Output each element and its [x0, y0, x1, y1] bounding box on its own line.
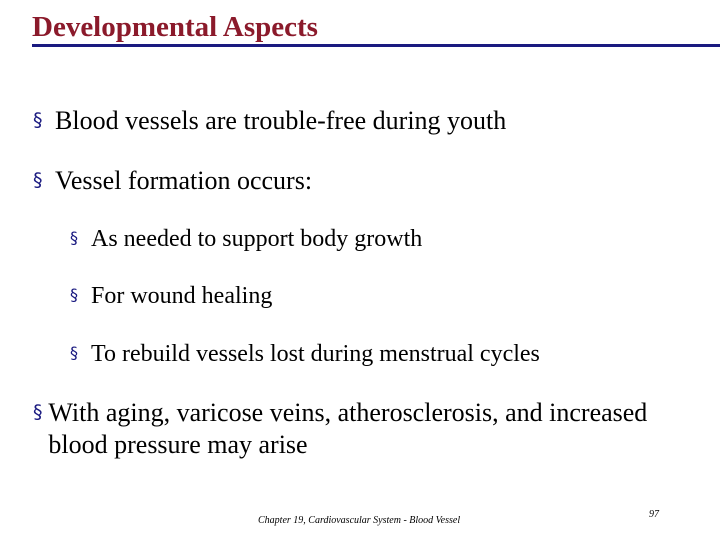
bullet-marker: §	[33, 401, 43, 423]
sub-bullet-text: For wound healing	[91, 283, 273, 309]
sub-bullet-text: As needed to support body growth	[91, 226, 423, 252]
bullet-marker: §	[33, 109, 43, 131]
footer-text: Chapter 19, Cardiovascular System - Blood Vessel	[258, 515, 461, 526]
bullet-marker: §	[70, 285, 78, 304]
slide-title: Developmental Aspects	[32, 11, 318, 43]
sub-bullet-text: To rebuild vessels lost during menstrual cycles	[91, 341, 540, 367]
bullet-marker: §	[33, 169, 43, 191]
bullet-item	[33, 397, 653, 461]
sub-bullet-item	[70, 281, 690, 311]
title-underline	[32, 44, 720, 47]
page-number: 97	[649, 509, 659, 520]
bullet-item	[33, 105, 683, 137]
sub-bullet-item	[70, 224, 690, 254]
bullet-text: Blood vessels are trouble-free during youth	[55, 106, 507, 135]
bullet-marker: §	[70, 228, 78, 247]
bullet-marker: §	[70, 343, 78, 362]
bullet-text: With aging, varicose veins, atherosclerosis, and increased blood pressure may arise	[48, 398, 648, 459]
bullet-text: Vessel formation occurs:	[55, 166, 313, 195]
bullet-item	[33, 165, 683, 197]
sub-bullet-item	[70, 339, 690, 369]
